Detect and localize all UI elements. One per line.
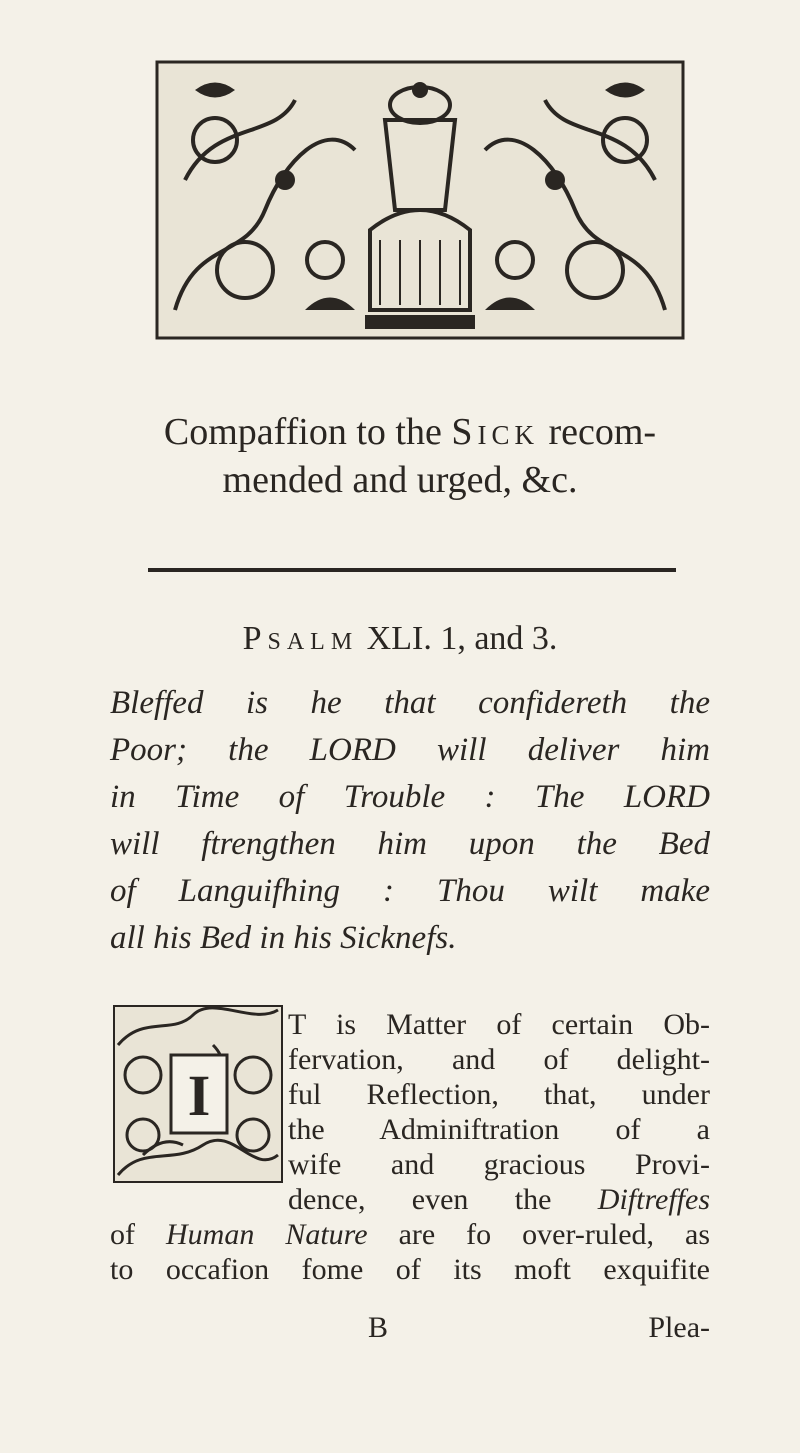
body-line: dence, even the Diftreffes [288,1183,710,1216]
chapter-title [0,408,800,504]
scripture-verse [110,680,710,962]
page-footer [110,1311,710,1351]
catchword: Plea- [648,1311,710,1344]
verse-line: will ftrengthen him upon the Bed [110,826,710,862]
ornamental-headpiece [155,60,685,340]
body-line: wife and gracious Provi- [288,1148,710,1181]
initial-letter: I [187,1063,211,1128]
body-line: of Human Nature are fo over-ruled, as [110,1218,710,1251]
body-line: fervation, and of delight- [288,1043,710,1076]
body-line: T is Matter of certain Ob- [288,1008,710,1041]
title-line-1: Compaffion to the Sick recom- [163,411,657,453]
horizontal-rule [148,568,676,572]
verse-line: Poor; the LORD will deliver him [110,732,710,768]
body-paragraph [110,1007,710,1287]
verse-line: all his Bed in his Sicknefs. [110,920,457,956]
title-line-2: mended and urged, &c. [222,459,578,501]
body-line: the Adminiftration of a [288,1113,710,1146]
psalm-reference: Psalm XLI. 1, and 3. [242,620,558,657]
signature-mark: B [368,1311,389,1344]
body-line: to occafion fome of its moft exquifite [110,1253,710,1286]
body-line: ful Reflection, that, under [288,1078,710,1111]
verse-line: in Time of Trouble : The LORD [110,779,710,815]
verse-line: Bleffed is he that confidereth the [110,685,710,721]
verse-line: of Languifhing : Thou wilt make [110,873,710,909]
